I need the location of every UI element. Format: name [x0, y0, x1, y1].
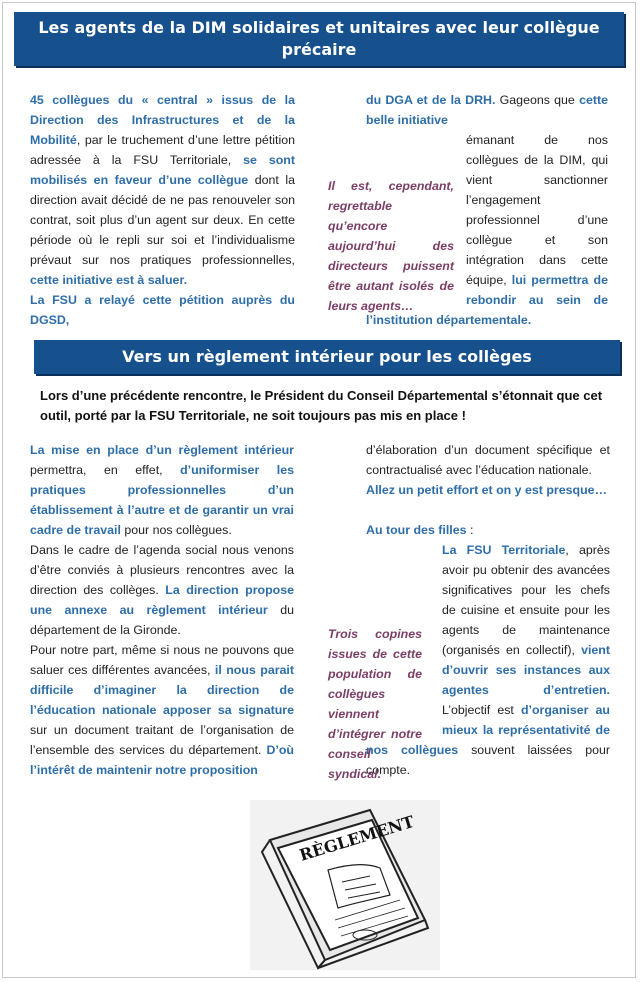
- section1-pull-quote: Il est, cependant, regrettable qu’encore aujourd’hui des directeurs puissent être autant isolés de leurs agents…: [328, 179, 454, 313]
- section2-col2-subheading: [366, 520, 610, 540]
- section1-col2-top: [366, 90, 608, 130]
- body-text: Dans le cadre de l’agenda social nous venons d’être conviés à plusieurs rencontres avec la direction des collèges.: [30, 543, 294, 597]
- body-text: , après avoir pu obtenir des avancées significatives pour les chefs de cuisine et ensuite pour les agents de maintenance (organisés en collectif),: [442, 543, 610, 657]
- body-text: , par le truchement d’une lettre pétition adressée à la FSU Territoriale,: [30, 133, 295, 167]
- section1-column-left: [30, 90, 295, 330]
- highlight-text: vient d’ouvrir ses instances aux agentes d’entretien.: [442, 643, 610, 697]
- section2-paragraph-2: [30, 540, 294, 640]
- section2-col2-paragraph-1: d’élaboration d’un document spécifique et contractualisé avec l’éducation nationale.: [366, 443, 610, 477]
- section2-paragraph-1: [30, 440, 294, 540]
- section1-title: Les agents de la DIM solidaires et unitaires avec leur collègue précaire: [14, 12, 624, 66]
- highlight-text: cette initiative est à saluer.: [30, 273, 188, 287]
- highlight-text: du DGA et de la DRH.: [366, 93, 496, 107]
- subheading-text: Au tour des filles: [366, 523, 467, 537]
- body-text: du département de la Gironde.: [30, 603, 294, 637]
- rulebook-illustration: [250, 800, 440, 970]
- body-text: dont la direction avait décidé de ne pas renouveler son contrat, soit plus d’un agent sur deux. En cette période où le repli sur soi et l’individualisme prévaut sur nos pratiques professionnelles,: [30, 173, 295, 267]
- highlight-text: d’organiser au mieux la représentativité de nos collègues: [366, 703, 610, 757]
- section1-paragraph-1: [30, 90, 295, 290]
- highlight-text: cette belle initiative: [366, 93, 608, 127]
- body-text: Gageons que: [495, 93, 580, 107]
- section1-paragraph-2: La FSU a relayé cette pétition auprès du DGSD,: [30, 293, 295, 327]
- body-text: pour nos collègues.: [120, 523, 232, 537]
- highlight-text: La FSU Territoriale: [442, 543, 566, 557]
- body-text: sur un document traitant de l’organisation de l’ensemble des services du département.: [30, 723, 294, 757]
- body-text: L’objectif est: [442, 703, 521, 717]
- section2-lead: Lors d’une précédente rencontre, le Président du Conseil Départemental s’étonnait que cet outil, porté par la FSU Territoriale, ne soit toujours pas mis en place !: [40, 388, 603, 423]
- highlight-text: 45 collègues du « central » issus de la Direction des Infrastructures et de la Mobilité: [30, 93, 295, 147]
- body-text: souvent laissées pour compte.: [366, 743, 610, 777]
- highlight-text: D’où l’intérêt de maintenir notre proposition: [30, 743, 294, 777]
- section1-col2-continued: [366, 130, 608, 330]
- highlight-text: il nous parait difficile d’imaginer la direction de l’éducation nationale apposer sa signature: [30, 663, 295, 717]
- body-text: permettra, en effet,: [30, 463, 181, 477]
- section2-column-left: [30, 440, 294, 780]
- highlight-text: se sont mobilisés en faveur d’une collègue: [30, 153, 295, 187]
- section2-title: Vers un règlement intérieur pour les collèges: [34, 340, 620, 374]
- rulebook-label: RÈGLEMENT: [297, 811, 417, 865]
- quote-spacer: [366, 130, 466, 300]
- body-text: Pour notre part, même si nous ne pouvons que saluer ces différentes avancées,: [30, 643, 294, 677]
- body-text: émanant de nos collègues de la DIM, qui vient sanctionner l’engagement professionnel d’une collègue et son intégration dans cette équipe,: [466, 133, 608, 287]
- highlight-text: d’uniformiser les pratiques professionnelles d’un établissement à l’autre et de garantir un vrai cadre de travail: [30, 463, 294, 537]
- section2-paragraph-3: [30, 640, 294, 780]
- section2-col2-callout: Allez un petit effort et on y est presque…: [366, 483, 607, 497]
- highlight-text: lui permettra de rebondir au sein de l’institution départementale.: [366, 273, 608, 327]
- highlight-text: La mise en place d’un règlement intérieur: [30, 443, 294, 457]
- section1-column-right: [366, 90, 608, 130]
- highlight-text: La direction propose une annexe au règlement intérieur: [30, 583, 295, 617]
- section2-pull-quote: Trois copines issues de cette population de collègues viennent d’intégrer notre conseil syndical.: [328, 627, 422, 781]
- subheading-colon: :: [466, 523, 474, 537]
